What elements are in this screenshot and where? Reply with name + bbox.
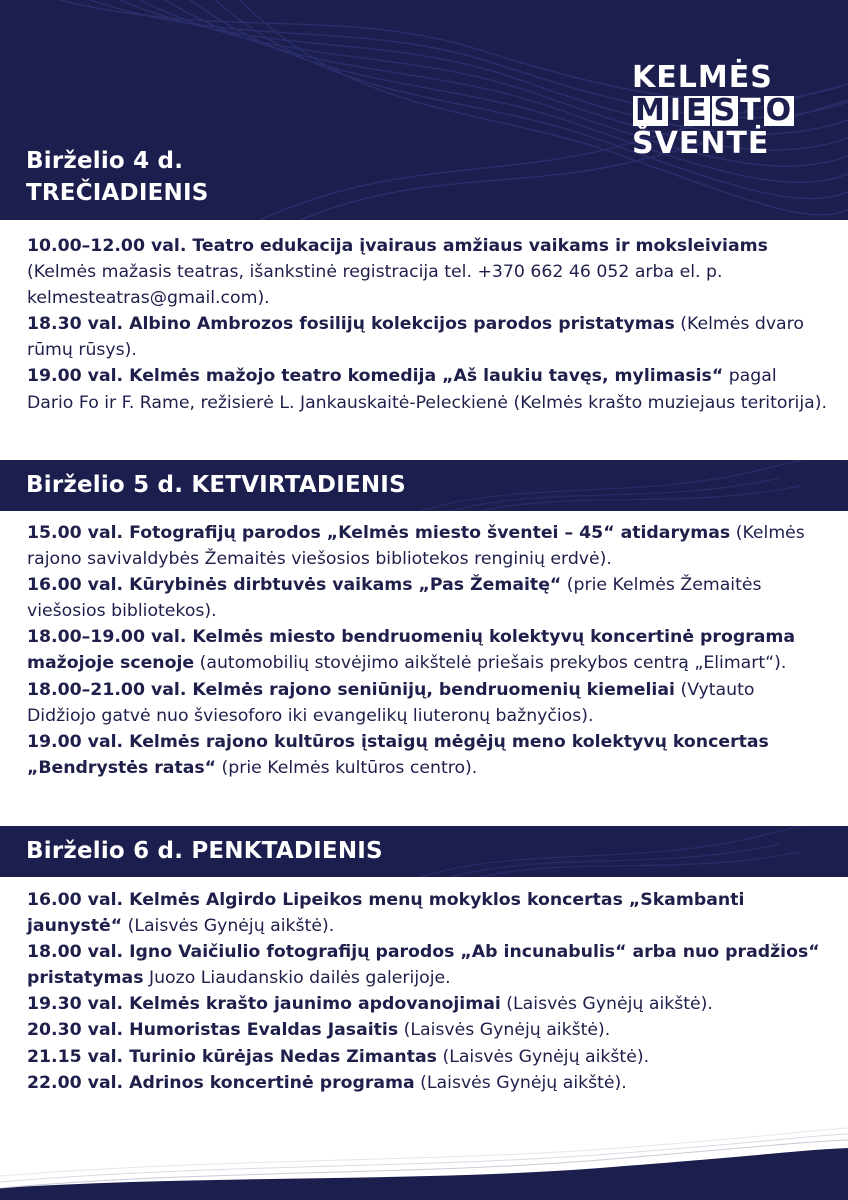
entry-main: 19.30 val. Kelmės krašto jaunimo apdovanojimai xyxy=(27,994,501,1015)
entry-detail: Juozo Liaudanskio dailės galerijoje. xyxy=(143,968,451,989)
entry-detail: (Laisvės Gynėjų aikštė). xyxy=(414,1072,627,1093)
day3-band xyxy=(0,826,848,877)
program-entry xyxy=(27,233,827,311)
entry-main: 18.00 val. Igno Vaičiulio fotografijų parodos „Ab incunabulis“ arba nuo pradžios“ pristatymas xyxy=(27,942,820,989)
entry-main: 18.00–19.00 val. Kelmės miesto bendruomenių kolektyvų koncertinė programa mažojoje scenoje xyxy=(27,627,796,674)
logo-letter: M xyxy=(635,93,666,128)
program-entry xyxy=(27,677,827,729)
program-entry xyxy=(27,887,827,939)
program-entry xyxy=(27,1044,827,1070)
entry-main: 22.00 val. Adrinos koncertinė programa xyxy=(27,1072,415,1093)
day2-program xyxy=(27,520,827,781)
entry-main: 16.00 val. Kelmės Algirdo Lipeikos menų mokyklos koncertas „Skambanti jaunystė“ xyxy=(27,890,745,937)
day1-title-line1: Birželio 4 d. xyxy=(26,148,184,174)
day3-title: Birželio 6 d. PENKTADIENIS xyxy=(26,838,383,864)
entry-detail: (Kelmės dvaro rūmų rūsys). xyxy=(27,314,804,361)
logo-letter: T xyxy=(740,93,762,128)
logo-line3: ŠVENTĖ xyxy=(632,126,770,161)
program-entry xyxy=(27,624,827,676)
entry-main: 18.00–21.00 val. Kelmės rajono seniūnijų, bendruomenių kiemeliai xyxy=(27,679,675,700)
day2-band xyxy=(0,460,848,511)
day3-program xyxy=(27,887,827,1096)
logo-line2 xyxy=(632,94,822,128)
day1-program xyxy=(27,233,827,416)
entry-main: 19.00 val. Kelmės mažojo teatro komedija „Aš laukiu tavęs, mylimasis“ xyxy=(27,366,724,387)
day2-title: Birželio 5 d. KETVIRTADIENIS xyxy=(26,472,406,498)
entry-detail: (Laisvės Gynėjų aikštė). xyxy=(122,916,335,937)
program-entry xyxy=(27,1017,827,1043)
entry-detail: (Laisvės Gynėjų aikštė). xyxy=(398,1020,611,1041)
program-entry xyxy=(27,939,827,991)
logo-letter: I xyxy=(669,93,683,128)
entry-main: 16.00 val. Kūrybinės dirbtuvės vaikams „Pas Žemaitę“ xyxy=(27,575,562,596)
entry-detail: pagal Dario Fo ir F. Rame, režisierė L. Jankauskaitė-Peleckienė (Kelmės krašto muziejaus teritorija). xyxy=(27,366,827,413)
entry-main: 10.00–12.00 val. Teatro edukacija įvairaus amžiaus vaikams ir moksleiviams xyxy=(27,236,768,256)
footer-wave-decoration xyxy=(0,1120,848,1200)
program-entry xyxy=(27,572,827,624)
entry-main: 19.00 val. Kelmės rajono kultūros įstaigų mėgėjų meno kolektyvų koncertas „Bendrystės ratas“ xyxy=(27,731,769,778)
program-entry xyxy=(27,991,827,1017)
entry-detail: (prie Kelmės Žemaitės viešosios bibliotekos). xyxy=(27,575,762,622)
header-band xyxy=(0,0,848,220)
festival-logo xyxy=(632,62,822,160)
program-entry xyxy=(27,520,827,572)
entry-detail: (automobilių stovėjimo aikštelė priešais prekybos centrą „Elimart“). xyxy=(194,653,787,674)
entry-detail: (Laisvės Gynėjų aikštė). xyxy=(500,994,713,1015)
entry-main: 15.00 val. Fotografijų parodos „Kelmės miesto šventei – 45“ atidarymas xyxy=(27,523,731,543)
program-entry xyxy=(27,311,827,363)
entry-detail: (Laisvės Gynėjų aikštė). xyxy=(436,1046,650,1067)
entry-main: 20.30 val. Humoristas Evaldas Jasaitis xyxy=(27,1020,399,1041)
entry-main: 21.15 val. Turinio kūrėjas Nedas Zimantas xyxy=(27,1046,437,1067)
logo-letter: S xyxy=(713,93,737,128)
entry-detail: (Kelmės mažasis teatras, išankstinė registracija tel. +370 662 46 052 arba el. p. kelmesteatras@gmail.com). xyxy=(27,262,723,309)
logo-line1: KELMĖS xyxy=(632,60,773,95)
program-entry xyxy=(27,1070,827,1096)
entry-main: 18.30 val. Albino Ambrozos fosilijų kolekcijos parodos pristatymas xyxy=(27,314,675,335)
program-entry xyxy=(27,729,827,781)
program-entry xyxy=(27,363,827,415)
logo-letter: O xyxy=(765,93,793,128)
day1-title-line2: TREČIADIENIS xyxy=(26,180,209,206)
logo-letter: E xyxy=(686,93,708,128)
entry-detail: (Vytauto Didžiojo gatvė nuo šviesoforo iki evangelikų liuteronų bažnyčios). xyxy=(27,679,755,726)
entry-detail: (prie Kelmės kultūros centro). xyxy=(216,757,478,778)
entry-detail: (Kelmės rajono savivaldybės Žemaitės viešosios bibliotekos renginių erdvė). xyxy=(27,523,805,570)
